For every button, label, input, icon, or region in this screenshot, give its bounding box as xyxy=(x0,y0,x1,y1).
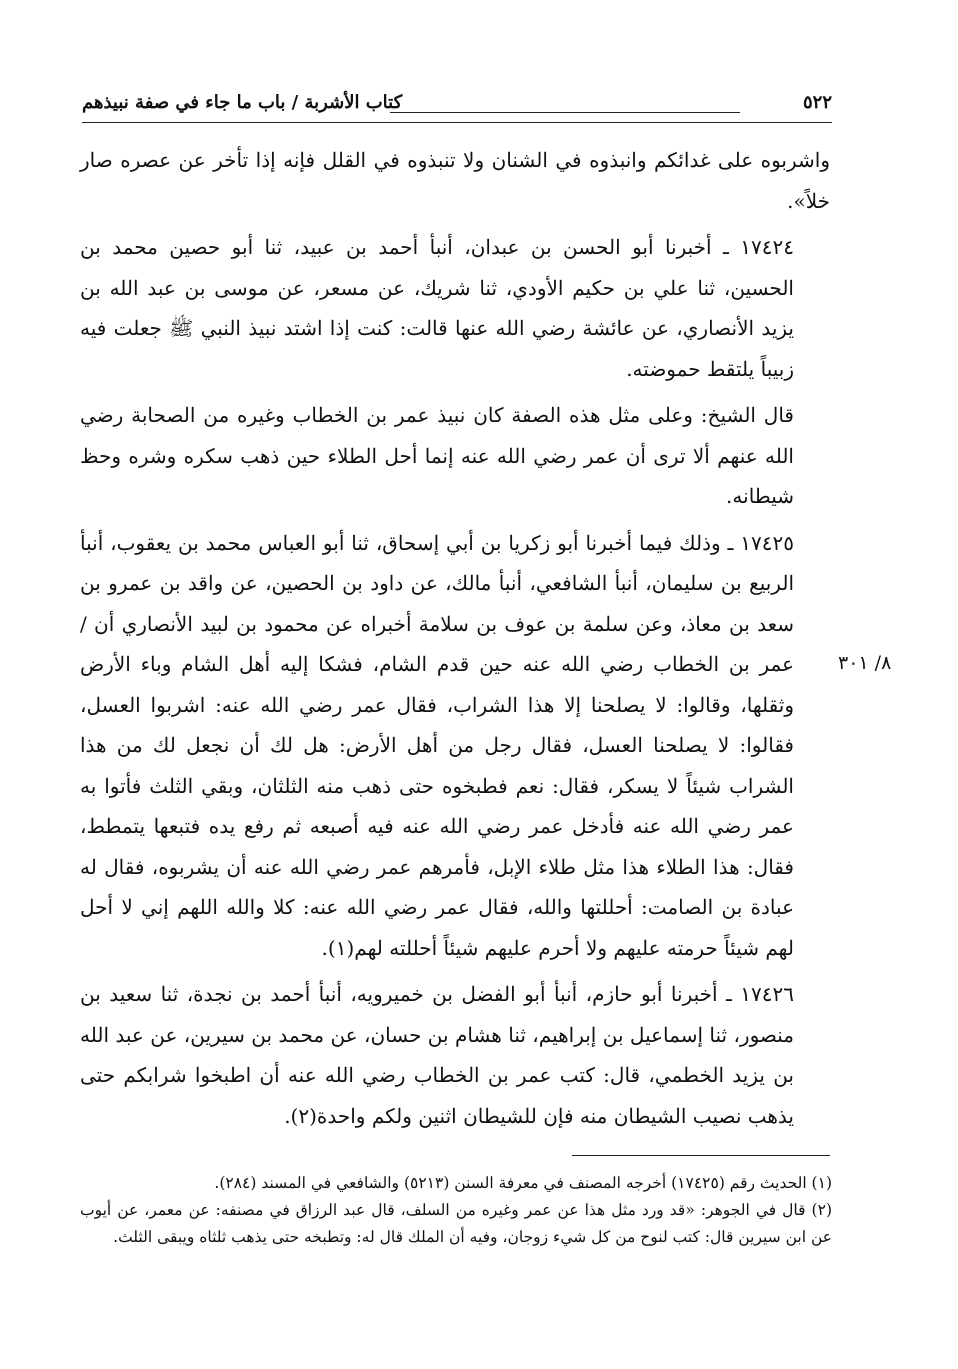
footnotes xyxy=(80,1170,832,1251)
paragraph-continuation: واشربوه على غدائكم وانبذوه في الشنان ولا تنبذوه في القلل فإنه إذا تأخر عن عصره صار خلاً». xyxy=(80,148,830,213)
hadith-17425: ١٧٤٢٥ ـ وذلك فيما أخبرنا أبو زكريا بن أبي إسحاق، ثنا أبو العباس محمد بن يعقوب، أنبأ الربيع بن سليمان، أنبأ الشافعي، أنبأ مالك، عن داود بن الحصين، عن واقد بن عمرو بن سعد بن معاذ، وعن سلمة بن عوف بن سلامة أخبراه عن محمود بن لبيد الأنصاري أن / عمر بن الخطاب رضي الله عنه حين قدم الشام، فشكا إليه أهل الشام وباء الأرض وثقلها، وقالوا: لا يصلحنا إلا هذا الشراب، فقال عمر رضي الله عنه: اشربوا العسل، فقالوا: لا يصلحنا العسل، فقال رجل من أهل الأرض: هل لك أن نجعل لك من هذا الشراب شيئاً لا يسكر، فقال: نعم فطبخوه حتى ذهب منه الثلثان، وبقي الثلث فأتوا به عمر رضي الله عنه فأدخل عمر رضي الله عنه فيه أصبعه ثم رفع يده فتبعها يتمطط، فقال: هذا الطلاء هذا مثل طلاء الإبل، فأمرهم عمر رضي الله عنه أن يشربوه، فقال له عبادة بن الصامت: أحللتها والله، فقال عمر رضي الله عنه: كلا والله اللهم إني لا أحل لهم شيئاً حرمته عليهم ولا أحرم عليهم شيئاً أحللته لهم(١). xyxy=(80,530,795,960)
hadith-17426: ١٧٤٢٦ ـ أخبرنا أبو حازم، أنبأ أبو الفضل بن خميرويه، أنبأ أحمد بن نجدة، ثنا سعيد بن منصور، ثنا إسماعيل بن إبراهيم، ثنا هشام بن حسان، عن محمد بن سيرين، عن عبد الله بن يزيد الخطمي، قال: كتب عمر بن الخطاب رضي الله عنه أن اطبخوا شرابكم حتى يذهب نصيب الشيطان منه فإن للشيطان اثنين ولكم واحدة(٢). xyxy=(80,982,794,1128)
margin-page-reference: ٨/ ٣٠١ xyxy=(838,652,892,674)
running-title: كتاب الأشربة / باب ما جاء في صفة نبيذهم xyxy=(82,92,403,113)
main-text xyxy=(80,140,830,1136)
footnote-2: (٢) قال في الجوهر: «قد ورد مثل هذا عن عمر وغيره من السلف، قال عبد الرزاق في مصنفه: عن معمر، عن أيوب عن ابن سيرين قال: كتب لنوح من كل شيء زوجان، وفيه أن الملك قال له: وتطبخه حتى يذهب ثلثاه ويبقى الثلث. xyxy=(80,1201,832,1246)
header-rule xyxy=(390,112,740,113)
page-number: ٥٢٢ xyxy=(802,92,832,113)
footnote-separator xyxy=(572,1155,830,1156)
page-header xyxy=(82,84,832,124)
header-underline xyxy=(82,122,832,123)
footnote-1: (١) الحديث رقم (١٧٤٢٥) أخرجه المصنف في معرفة السنن (٥٢١٣) والشافعي في المسند (٢٨٤). xyxy=(214,1174,832,1192)
shaykh-comment: قال الشيخ: وعلى مثل هذه الصفة كان نبيذ عمر بن الخطاب وغيره من الصحابة رضي الله عنهم ألا ترى أن عمر رضي الله عنه إنما أحل الطلاء حين ذهب سكره وشره وحظ شيطانه. xyxy=(80,403,794,508)
hadith-17424: ١٧٤٢٤ ـ أخبرنا أبو الحسن بن عبدان، أنبأ أحمد بن عبيد، ثنا أبو حصين محمد بن الحسين، ثنا علي بن حكيم الأودي، ثنا شريك، عن مسعر، عن موسى بن عبد الله بن يزيد الأنصاري، عن عائشة رضي الله عنها قالت: كنت إذا اشتد نبيذ النبي ﷺ جعلت فيه زبيباً يلتقط حموضته. xyxy=(80,235,794,381)
